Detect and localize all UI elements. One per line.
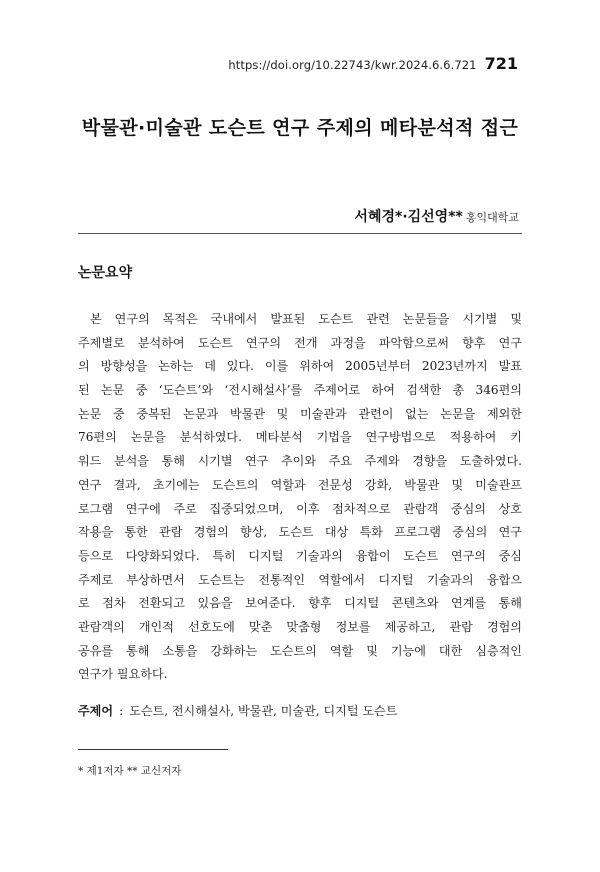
abstract-line: 주제로 부상하면서 도슨트는 전통적인 역할에서 디지털 기술과의 융합으 <box>78 572 522 587</box>
abstract-line: 연구가 필요하다. <box>78 667 168 682</box>
author-block <box>354 206 519 226</box>
footnote-divider <box>78 749 228 750</box>
keywords <box>78 702 522 719</box>
abstract-line: 워드 분석을 통해 시기별 연구 추이와 주요 주제와 경향을 도출하였다. <box>78 454 522 469</box>
abstract-line: 연구 결과, 초기에는 도슨트의 역할과 전문성 강화, 박물관 및 미술관프 <box>78 477 522 492</box>
page-header <box>228 54 518 73</box>
keywords-separator: : <box>119 704 124 718</box>
header-divider <box>78 233 522 234</box>
page-number: 721 <box>484 54 518 73</box>
abstract-line: 작용을 통한 관람 경험의 향상, 도슨트 대상 특화 프로그램 중심의 연구 <box>78 525 522 540</box>
abstract-line: 논문 중 중복된 논문과 박물관 및 미술관과 관련이 없는 논문을 제외한 <box>78 406 522 421</box>
abstract-heading: 논문요약 <box>78 265 133 281</box>
paper-title: 박물관·미술관 도슨트 연구 주제의 메타분석적 접근 <box>81 117 519 139</box>
abstract-line: 주제별로 분석하여 도슨트 연구의 전개 과정을 파악함으로써 향후 연구 <box>78 335 522 350</box>
abstract-line: 관람객의 개인적 선호도에 맞춘 맞춤형 정보를 제공하고, 관람 경험의 <box>78 619 522 634</box>
abstract-line: 76편의 논문을 분석하였다. 메타분석 기법을 연구방법으로 적용하여 키 <box>78 430 522 445</box>
author-footnote: * 제1저자 ** 교신저자 <box>78 765 182 777</box>
doi-link[interactable]: https://doi.org/10.22743/kwr.2024.6.6.721 <box>228 58 477 72</box>
abstract-line: 로그램 연구에 주로 집중되었으며, 이후 점차적으로 관람객 중심의 상호 <box>78 501 522 516</box>
author-affiliation: 홍익대학교 <box>465 211 519 224</box>
abstract-body <box>78 308 522 687</box>
author-names: 서혜경*·김선영** <box>354 209 463 225</box>
abstract-line: 등으로 다양화되었다. 특히 디지털 기술과의 융합이 도슨트 연구의 중심 <box>78 548 522 563</box>
abstract-line: 공유를 통해 소통을 강화하는 도슨트의 역할 및 기능에 대한 심층적인 <box>78 643 522 658</box>
abstract-line: 된 논문 중 ‘도슨트’와 ‘전시해설사’를 주제어로 하여 검색한 총 346편의 <box>78 383 522 398</box>
keywords-values: 도슨트, 전시해설사, 박물관, 미술관, 디지털 도슨트 <box>129 704 398 718</box>
abstract-line: 본 연구의 목적은 국내에서 발표된 도슨트 관련 논문들을 시기별 및 <box>90 312 522 326</box>
keywords-label: 주제어 <box>78 704 114 718</box>
abstract-line: 로 점차 전환되고 있음을 보여준다. 향후 디지털 콘텐츠와 연계를 통해 <box>78 596 522 611</box>
abstract-line: 의 방향성을 논하는 데 있다. 이를 위하여 2005년부터 2023년까지 발표 <box>78 359 522 374</box>
